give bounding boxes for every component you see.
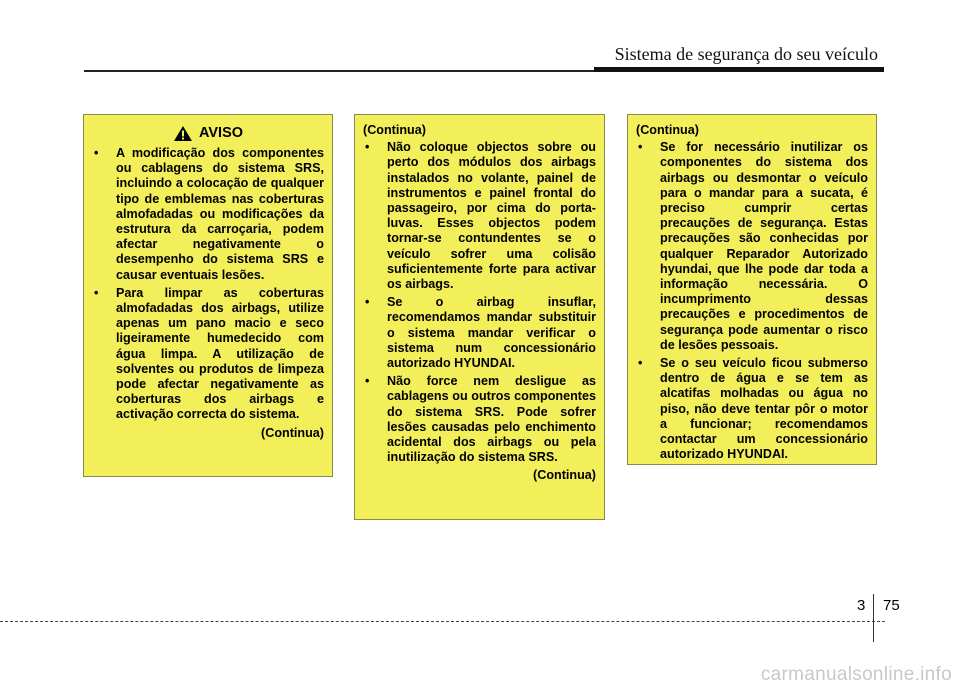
warning-item: • Se for necessário inutilizar os componentes do sistema dos airbags ou desmontar o veículo para o mandar para a sucata, é preciso cumprir certas precauções de segurança. Estas precauções são conhecidas por qualquer Reparador Autorizado hyundai, que lhe pode dar toda a informação necessária. O incumprimento dessas precauções e procedimentos de segurança pode aumentar o risco de lesões pessoais. [636, 140, 868, 353]
continued-label: (Continua) [363, 123, 426, 137]
warning-box [83, 114, 333, 477]
warning-list [92, 146, 324, 423]
warning-triangle-icon [173, 125, 193, 142]
watermark: carmanualsonline.info [760, 664, 952, 685]
continued-box-2 [354, 114, 605, 520]
warning-item: • Para limpar as coberturas almofadadas dos airbags, utilize apenas um pano macio e seco ligeiramente humedecido com água limpa. A utilização de solventes ou produtos de limpeza pode afectar negativamente as coberturas dos airbags e activação correcta do sistema. [92, 286, 324, 423]
warning-item: • A modificação dos componentes ou cablagens do sistema SRS, incluindo a colocação de qualquer tipo de emblemas nas coberturas almofadadas ou modificações da estrutura da carroçaria, podem afectar negativamente o desempenho do sistema SRS e causar eventuais lesões. [92, 146, 324, 283]
warning-item: • Não coloque objectos sobre ou perto dos módulos dos airbags instalados no volante, painel de instrumentos e painel frontal do passageiro, por cima do porta-luvas. Esses objectos podem tornar-se contundentes se o veículo sofrer uma colisão suficientemente forte para activar os airbags. [363, 140, 596, 292]
chapter-number: 3 [857, 597, 866, 614]
warning-item: • Não force nem desligue as cablagens ou outros componentes do sistema SRS. Pode sofrer lesões causadas pelo enchimento acidental dos airbags ou pela inutilização do sistema SRS. [363, 374, 596, 465]
header-rule [84, 70, 594, 72]
warning-item: • Se o seu veículo ficou submerso dentro de água e se tem as alcatifas molhadas ou água no piso, não deve tentar pôr o motor a funcionar; recomendamos contactar um concessionário autorizado HYUNDAI. [636, 356, 868, 462]
page-number: 75 [883, 597, 900, 614]
warning-item: • Se o airbag insuflar, recomendamos mandar substituir o sistema mandar verificar o sistema num concessionário autorizado HYUNDAI. [363, 295, 596, 371]
warning-list [363, 140, 596, 465]
footer-rule [0, 621, 885, 622]
warning-heading [92, 125, 324, 142]
warning-list [636, 140, 868, 462]
header-rule-accent [594, 67, 884, 72]
page-number-divider [873, 594, 874, 642]
continues-label: (Continua) [533, 468, 596, 483]
continued-label: (Continua) [636, 123, 699, 137]
continues-label: (Continua) [261, 425, 324, 440]
page-header-title: Sistema de segurança do seu veículo [614, 44, 878, 64]
continued-box-3 [627, 114, 877, 465]
warning-title: AVISO [198, 124, 244, 141]
